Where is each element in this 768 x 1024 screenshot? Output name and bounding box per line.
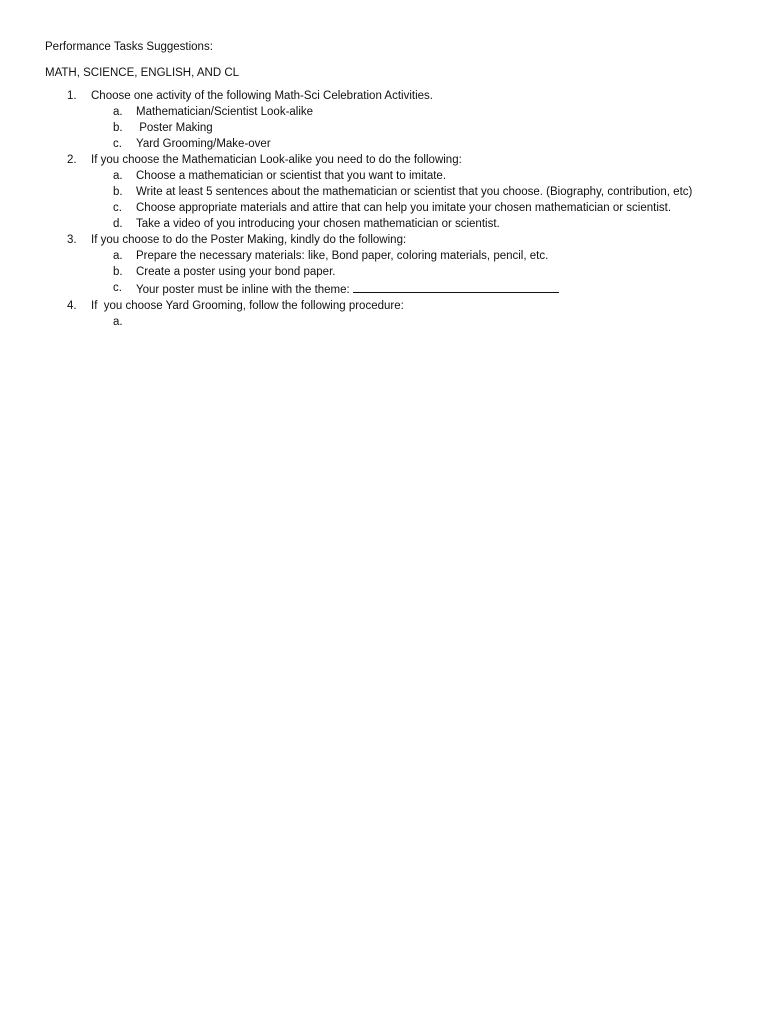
sub-text: Poster Making [136, 122, 213, 134]
item-number: 1. [67, 90, 77, 102]
sub-item [91, 168, 725, 184]
sub-letter: c. [113, 202, 122, 214]
sub-item [91, 120, 725, 136]
sub-item-wrapper [45, 248, 725, 298]
sub-text: Take a video of you introducing your chosen mathematician or scientist. [136, 218, 500, 230]
sub-item [91, 216, 725, 232]
sub-letter: a. [113, 250, 123, 262]
item-number: 2. [67, 154, 77, 166]
sub-item [91, 184, 725, 200]
sub-item [91, 104, 725, 120]
item-text: If you choose Yard Grooming, follow the following procedure: [91, 300, 404, 312]
sub-text: Write at least 5 sentences about the mathematician or scientist that you choose. (Biography, contribution, etc) [136, 186, 693, 198]
sub-letter: a. [113, 316, 123, 328]
sub-item [91, 280, 725, 298]
sub-item-wrapper [45, 104, 725, 152]
item-text: If you choose the Mathematician Look-alike you need to do the following: [91, 154, 462, 166]
item-text: If you choose to do the Poster Making, kindly do the following: [91, 234, 407, 246]
list-item-3 [45, 232, 725, 248]
list-item-4 [45, 298, 725, 314]
sub-item [91, 136, 725, 152]
sub-item [91, 200, 725, 216]
sub-letter: b. [113, 266, 123, 278]
sub-letter: a. [113, 170, 123, 182]
sub-text: Yard Grooming/Make-over [136, 138, 271, 150]
sub-list-3 [45, 248, 725, 298]
item-number: 4. [67, 300, 77, 312]
item-text: Choose one activity of the following Math-Sci Celebration Activities. [91, 90, 433, 102]
sub-letter: b. [113, 122, 123, 134]
sub-letter: a. [113, 106, 123, 118]
sub-text: Mathematician/Scientist Look-alike [136, 106, 314, 118]
task-list [45, 88, 725, 328]
sub-text: Choose appropriate materials and attire that can help you imitate your chosen mathematician or scientist. [136, 202, 672, 214]
sub-item [91, 264, 725, 280]
theme-blank-line [353, 280, 559, 293]
sub-item [91, 248, 725, 264]
sub-text: Create a poster using your bond paper. [136, 266, 336, 278]
sub-text: Prepare the necessary materials: like, Bond paper, coloring materials, pencil, etc. [136, 250, 549, 262]
list-item-1 [45, 88, 725, 104]
sub-text: Choose a mathematician or scientist that you want to imitate. [136, 170, 447, 182]
sub-letter: b. [113, 186, 123, 198]
sub-list-1 [45, 104, 725, 152]
sub-letter: d. [113, 218, 123, 230]
item-number: 3. [67, 234, 77, 246]
document-subtitle: MATH, SCIENCE, ENGLISH, AND CL [45, 67, 240, 79]
sub-list-2 [45, 168, 725, 232]
list-item-2 [45, 152, 725, 168]
sub-text: Your poster must be inline with the theme: [136, 284, 353, 296]
sub-letter: c. [113, 282, 122, 294]
sub-item-wrapper [45, 168, 725, 232]
document-title: Performance Tasks Suggestions: [45, 41, 213, 53]
sub-letter: c. [113, 138, 122, 150]
